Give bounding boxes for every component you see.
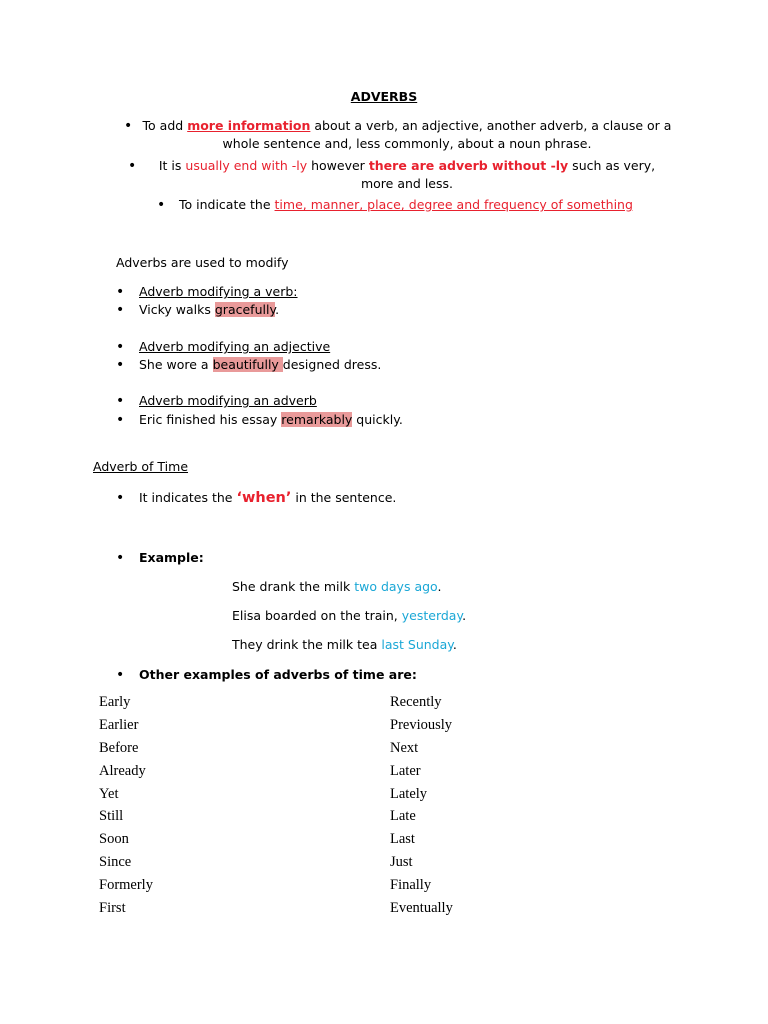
intro-2-segment: there are adverb without -ly bbox=[368, 158, 569, 173]
time-adverb-item: Recently bbox=[390, 694, 442, 710]
bullet: • bbox=[116, 357, 125, 373]
highlight-word: gracefully bbox=[214, 302, 276, 317]
bullet: • bbox=[116, 302, 125, 318]
time-adverb-item: Last bbox=[390, 831, 415, 848]
time-sentence-3: They drink the milk tea last Sunday. bbox=[232, 637, 457, 652]
time-sentence-2: Elisa boarded on the train, yesterday. bbox=[232, 608, 467, 623]
modify-adjective-example: She wore a beautifully designed dress. bbox=[139, 357, 382, 372]
time-adverbs-right-list bbox=[390, 693, 453, 922]
bullet: • bbox=[116, 284, 125, 300]
modify-adjective-heading: Adverb modifying an adjective bbox=[139, 339, 331, 354]
intro-3-segment: time, manner, place, degree and frequency of something bbox=[274, 197, 633, 212]
time-adverb-item: Already bbox=[99, 762, 146, 779]
intro-bullet-3: • bbox=[157, 197, 166, 213]
time-sentence-1: She drank the milk two days ago. bbox=[232, 579, 442, 594]
time-adverb-item: Formerly bbox=[99, 877, 153, 894]
time-adverb-item: Late bbox=[390, 808, 416, 825]
time-heading: Adverb of Time bbox=[93, 459, 189, 474]
intro-item-3 bbox=[179, 196, 633, 214]
time-adverb-item: Before bbox=[99, 739, 139, 756]
modify-heading: Adverbs are used to modify bbox=[116, 255, 289, 270]
time-adverb-item: Previously bbox=[390, 716, 453, 733]
intro-1-segment: more information bbox=[187, 118, 311, 133]
modify-verb-example: Vicky walks gracefully. bbox=[139, 302, 280, 317]
time-adverb-item: Soon bbox=[99, 831, 129, 848]
time-adverb-item: Yet bbox=[99, 785, 119, 802]
intro-3-segment: To indicate the bbox=[179, 197, 275, 212]
time-adverb-item: Earlier bbox=[99, 716, 139, 733]
time-adverb-item: Eventually bbox=[390, 900, 453, 917]
time-adverb-item: Early bbox=[99, 694, 131, 710]
intro-2-segment: usually end with -ly bbox=[185, 158, 308, 173]
intro-2-segment: It is bbox=[158, 158, 186, 173]
modify-adverb-example: Eric finished his essay remarkably quickly. bbox=[139, 412, 403, 427]
page-title: ADVERBS bbox=[350, 89, 418, 104]
time-adverb-item: Lately bbox=[390, 785, 428, 802]
time-adverb-item: Finally bbox=[390, 877, 432, 894]
example-label: Example: bbox=[139, 550, 204, 565]
intro-item-1 bbox=[142, 117, 672, 153]
bullet: • bbox=[116, 667, 125, 683]
when-emphasis: ‘when’ bbox=[236, 490, 292, 506]
time-adverb-item: First bbox=[99, 900, 126, 917]
intro-1-segment: To add bbox=[142, 118, 188, 133]
time-adverb-item: Later bbox=[390, 762, 421, 779]
time-adverbs-left-list bbox=[99, 693, 153, 922]
other-examples-label: Other examples of adverbs of time are: bbox=[139, 667, 417, 682]
bullet: • bbox=[116, 339, 125, 355]
intro-item-2 bbox=[142, 157, 672, 193]
highlight-word: beautifully bbox=[212, 357, 283, 372]
bullet: • bbox=[116, 393, 125, 409]
intro-2-segment: however bbox=[307, 158, 369, 173]
time-adverb-item: Since bbox=[99, 854, 132, 871]
time-adverb-item: Still bbox=[99, 808, 124, 825]
modify-adverb-heading: Adverb modifying an adverb bbox=[139, 393, 317, 408]
bullet: • bbox=[116, 550, 125, 566]
bullet: • bbox=[116, 412, 125, 428]
highlight-word: remarkably bbox=[281, 412, 353, 427]
time-adverb-item: Just bbox=[390, 854, 413, 871]
intro-1-segment: about a verb, an adjective, another adverb, a clause or a whole sentence and, less commonly, about a noun phrase. bbox=[222, 118, 672, 151]
bullet: • bbox=[116, 490, 125, 506]
intro-2-segment: such as very, more and less. bbox=[360, 158, 656, 191]
intro-bullet-2: • bbox=[128, 158, 137, 174]
modify-verb-heading: Adverb modifying a verb: bbox=[139, 284, 298, 299]
time-adverb-item: Next bbox=[390, 739, 419, 756]
intro-bullet-1: • bbox=[124, 118, 133, 134]
time-indicates: It indicates the ‘when’ in the sentence. bbox=[139, 490, 397, 506]
